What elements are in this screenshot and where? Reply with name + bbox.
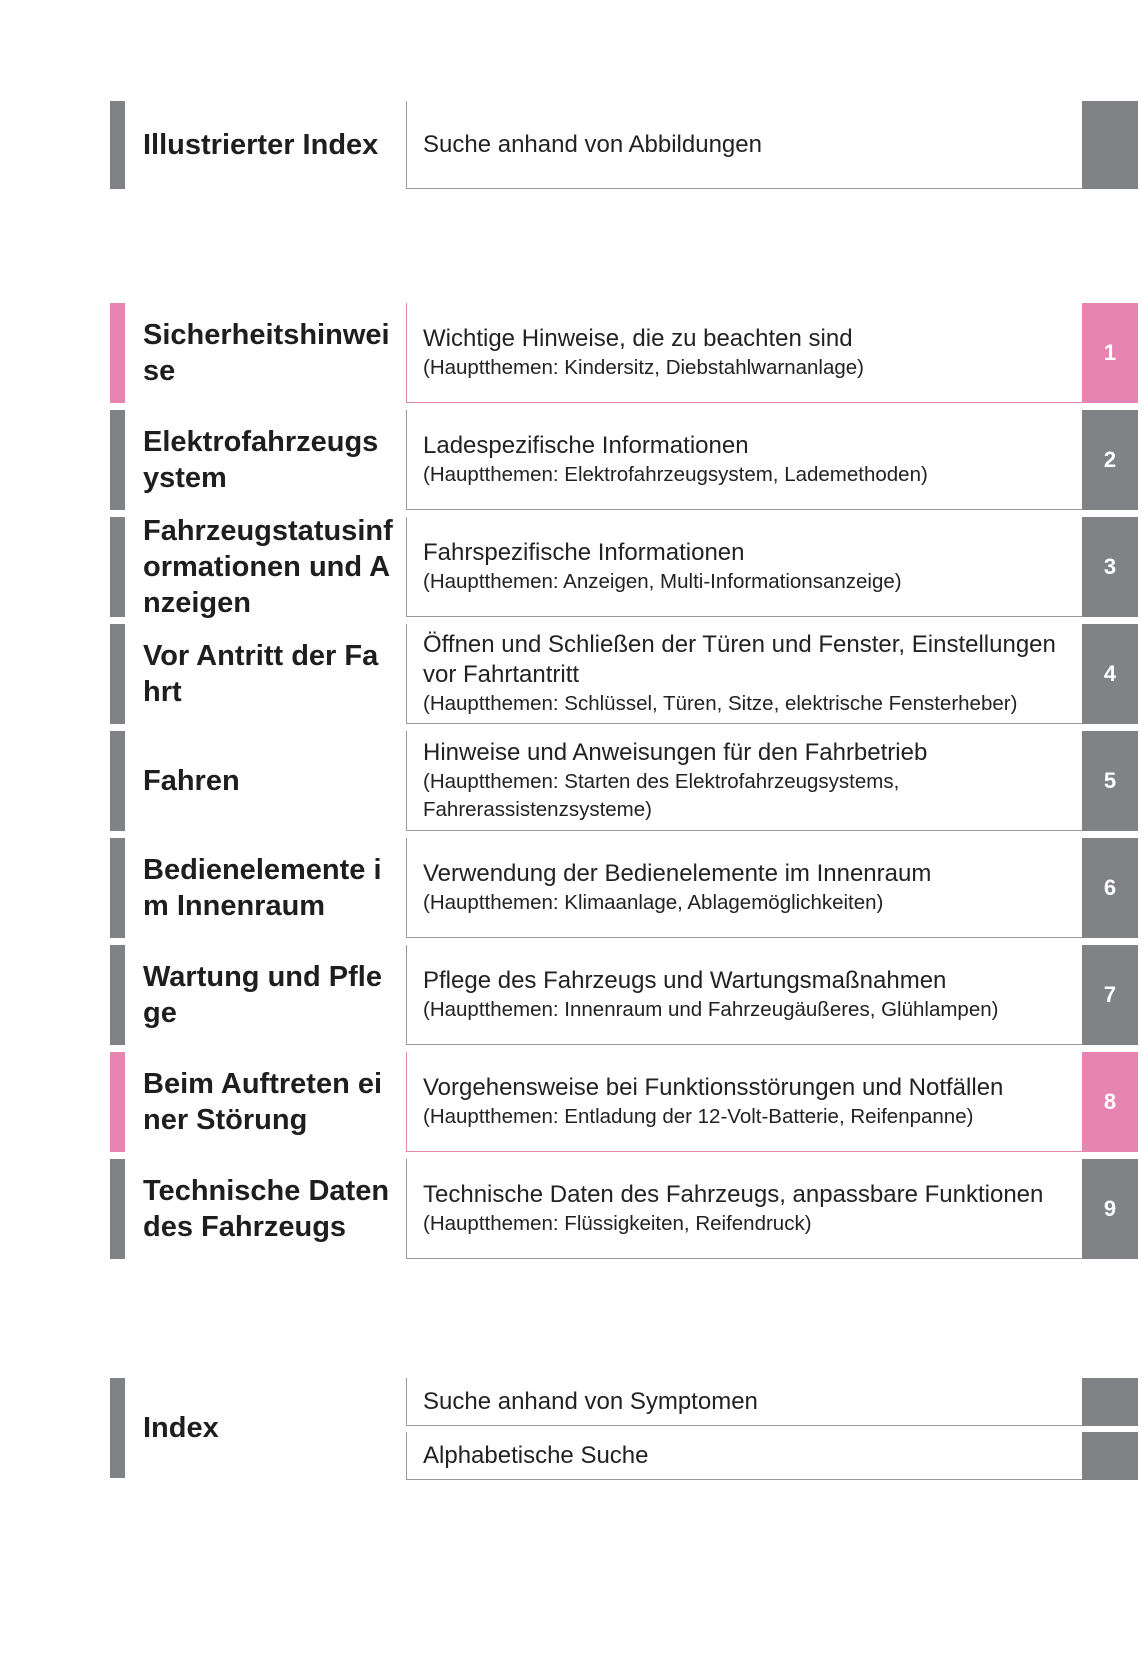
chapter-title: Bedienelemente im Innenraum (143, 854, 382, 922)
chapter-heading: Vorgehensweise bei Funktionsstörungen und Notfällen (423, 1073, 1004, 1101)
illustrated-index-box[interactable] (406, 101, 1082, 189)
index-alphabetical-label: Alphabetische Suche (423, 1441, 649, 1469)
chapter-row-5[interactable] (0, 731, 1142, 831)
chapter-main-topics: (Hauptthemen: Klimaanlage, Ablagemöglichkeiten) (423, 890, 884, 914)
illustrated-index-title: Illustrierter Index (143, 129, 379, 161)
section-marker (110, 1052, 125, 1152)
chapter-number: 5 (1103, 768, 1117, 793)
chapter-row-8[interactable] (0, 1052, 1142, 1152)
chapter-number: 7 (1103, 982, 1117, 1007)
index-alphabetical-row[interactable] (0, 1432, 1142, 1480)
section-marker (110, 517, 125, 617)
chapter-heading: Technische Daten des Fahrzeugs, anpassbare Funktionen (423, 1180, 1044, 1208)
section-marker (110, 1159, 125, 1259)
chapter-description-box[interactable] (406, 1052, 1082, 1152)
chapter-description-box[interactable] (406, 1159, 1082, 1259)
index-alphabetical-tab[interactable] (1082, 1432, 1138, 1480)
illustrated-index-tab[interactable] (1082, 101, 1138, 189)
chapter-main-topics: (Hauptthemen: Innenraum und Fahrzeugäußeres, Glühlampen) (423, 997, 999, 1021)
chapter-main-topics: (Hauptthemen: Anzeigen, Multi-Informationsanzeige) (423, 569, 902, 593)
chapter-heading: Verwendung der Bedienelemente im Innenraum (423, 859, 932, 887)
chapter-tab-6[interactable] (1082, 838, 1138, 938)
chapter-title: Fahren (143, 765, 240, 797)
chapter-tab-9[interactable] (1082, 1159, 1138, 1259)
chapter-number: 8 (1103, 1089, 1117, 1114)
chapter-tab-4[interactable] (1082, 624, 1138, 724)
section-marker (110, 731, 125, 831)
chapter-title: Beim Auftreten einer Störung (143, 1068, 383, 1136)
chapter-number: 2 (1103, 447, 1117, 472)
chapter-description-box[interactable] (406, 838, 1082, 938)
chapter-heading: Fahrspezifische Informationen (423, 538, 745, 566)
chapter-main-topics: (Hauptthemen: Elektrofahrzeugsystem, Lademethoden) (423, 462, 928, 486)
chapter-heading: Wichtige Hinweise, die zu beachten sind (423, 324, 853, 352)
chapter-heading: Hinweise und Anweisungen für den Fahrbetrieb (423, 738, 928, 766)
chapter-description-box[interactable] (406, 624, 1082, 724)
section-marker (110, 624, 125, 724)
section-marker (110, 101, 125, 189)
chapter-description-box[interactable] (406, 303, 1082, 403)
chapter-row-7[interactable] (0, 945, 1142, 1045)
chapter-number: 1 (1103, 340, 1117, 365)
index-symptoms-tab[interactable] (1082, 1378, 1138, 1426)
chapter-row-9[interactable] (0, 1159, 1142, 1259)
chapter-main-topics: (Hauptthemen: Schlüssel, Türen, Sitze, elektrische Fensterheber) (423, 691, 1018, 715)
chapter-tab-8[interactable] (1082, 1052, 1138, 1152)
chapter-row-6[interactable] (0, 838, 1142, 938)
chapter-title: Sicherheitshinweise (143, 319, 390, 387)
chapter-description-box[interactable] (406, 731, 1082, 831)
chapter-tab-7[interactable] (1082, 945, 1138, 1045)
chapter-heading: Öffnen und Schließen der Türen und Fenster, Einstellungen vor Fahrtantritt (423, 630, 1056, 688)
chapter-description-box[interactable] (406, 517, 1082, 617)
chapter-row-1[interactable] (0, 303, 1142, 403)
index-symptoms-label: Suche anhand von Symptomen (423, 1387, 758, 1415)
chapter-number: 3 (1103, 554, 1117, 579)
chapter-tab-3[interactable] (1082, 517, 1138, 617)
chapter-title: Elektrofahrzeugsystem (143, 426, 379, 494)
section-marker (110, 838, 125, 938)
chapter-number: 4 (1103, 661, 1117, 686)
index-alphabetical-box[interactable] (406, 1432, 1082, 1480)
section-marker (110, 303, 125, 403)
section-marker (110, 410, 125, 510)
chapter-heading: Ladespezifische Informationen (423, 431, 749, 459)
chapter-tab-5[interactable] (1082, 731, 1138, 831)
section-marker (110, 945, 125, 1045)
index-symptoms-row[interactable] (0, 1378, 1142, 1426)
chapter-number: 6 (1103, 875, 1117, 900)
chapter-number: 9 (1103, 1196, 1117, 1221)
illustrated-index-heading: Suche anhand von Abbildungen (423, 130, 762, 158)
chapter-tab-1[interactable] (1082, 303, 1138, 403)
chapter-main-topics: (Hauptthemen: Kindersitz, Diebstahlwarnanlage) (423, 355, 864, 379)
chapter-main-topics: (Hauptthemen: Starten des Elektrofahrzeugsystems, Fahrerassistenzsysteme) (423, 769, 900, 821)
chapter-title: Vor Antritt der Fahrt (143, 640, 379, 708)
chapter-tab-2[interactable] (1082, 410, 1138, 510)
chapter-title: Wartung und Pflege (143, 961, 382, 1029)
chapter-row-3[interactable] (0, 517, 1142, 617)
chapter-title: Technische Daten des Fahrzeugs (143, 1175, 390, 1243)
chapter-heading: Pflege des Fahrzeugs und Wartungsmaßnahmen (423, 966, 947, 994)
chapter-row-4[interactable] (0, 624, 1142, 724)
chapter-main-topics: (Hauptthemen: Flüssigkeiten, Reifendruck) (423, 1211, 812, 1235)
index-title: Index (143, 1412, 219, 1444)
chapter-title: Fahrzeugstatusinformationen und Anzeigen (143, 515, 393, 619)
index-symptoms-box[interactable] (406, 1378, 1082, 1426)
illustrated-index-row[interactable] (0, 101, 1142, 189)
chapter-description-box[interactable] (406, 410, 1082, 510)
chapter-description-box[interactable] (406, 945, 1082, 1045)
chapter-main-topics: (Hauptthemen: Entladung der 12-Volt-Batterie, Reifenpanne) (423, 1104, 974, 1128)
chapter-row-2[interactable] (0, 410, 1142, 510)
